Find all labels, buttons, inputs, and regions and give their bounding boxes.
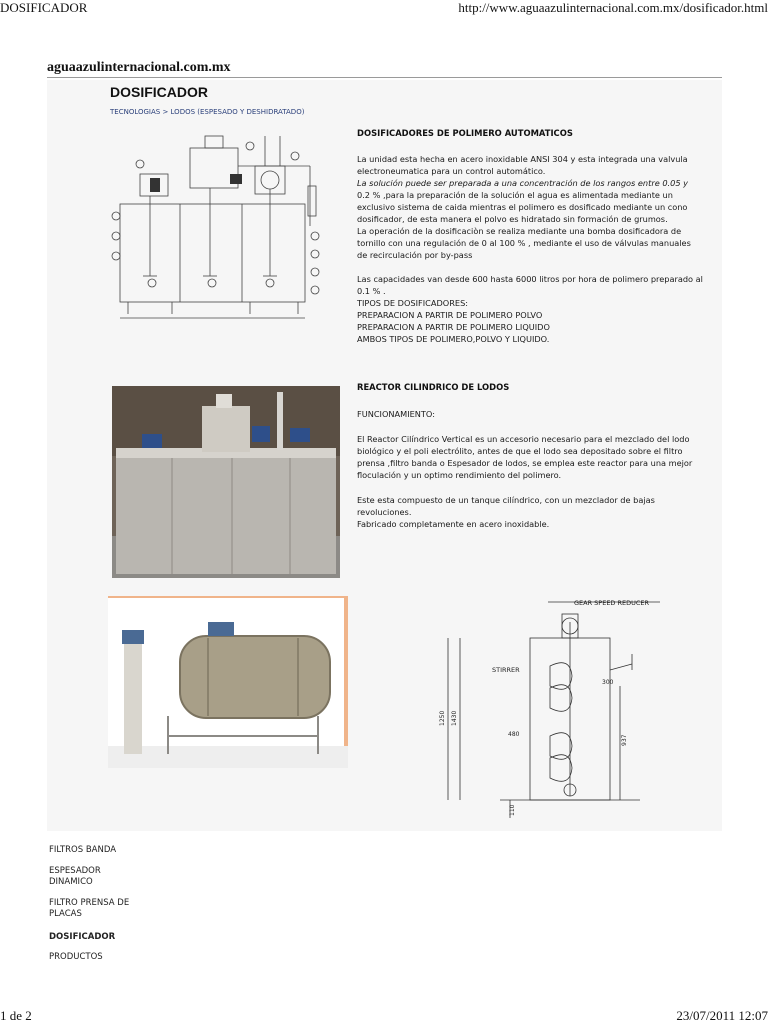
site-name[interactable]: aguaazulinternacional.com.mx [47, 60, 231, 75]
dosifier-photo-art [112, 386, 340, 578]
print-header-url[interactable]: http://www.aguaazulinternacional.com.mx/dosificador.html [458, 0, 768, 15]
reactor-drawing-image [440, 596, 680, 820]
nav-item-label[interactable]: DOSIFICADOR [49, 932, 116, 942]
dimension-label: 300 [602, 679, 614, 686]
dimension-label: 1250 [439, 710, 446, 726]
dosifier-photo [112, 386, 340, 578]
dimension-label: 110 [509, 804, 516, 816]
text-line: 0.2 % ,para la preparación de la solución el agua es alimentada mediante un [357, 190, 673, 200]
text-line: 0.1 % . [357, 286, 386, 296]
text-line: floculación y un optimo rendimiento del polimero. [357, 470, 562, 480]
stirrer-label: STIRRER [492, 666, 520, 674]
gear-speed-reducer-label: GEAR SPEED REDUCER [574, 599, 650, 607]
text-line: Las capacidades van desde 600 hasta 6000 litros por hora de polimero preparado al [357, 274, 703, 284]
text-line: La unidad esta hecha en acero inoxidable ANSI 304 y esta integrada una valvula [357, 154, 688, 164]
text-line: revoluciones. [357, 507, 412, 517]
reactor-photo-art [108, 596, 348, 768]
text-line [357, 261, 722, 273]
text-line: AMBOS TIPOS DE POLIMERO,POLVO Y LIQUIDO. [357, 334, 550, 344]
dimension-label: 937 [621, 734, 628, 746]
nav-item-label[interactable]: FILTRO PRENSA DE PLACAS [49, 898, 130, 919]
nav-item-filtro-prensa[interactable] [49, 898, 141, 920]
text-line: La solución puede ser preparada a una concentración de los rangos entre 0.05 y [357, 178, 689, 188]
page-title: DOSIFICADOR [110, 84, 208, 100]
nav-item-label[interactable]: FILTROS BANDA [49, 845, 117, 855]
dosifier-drawing-image [110, 126, 342, 326]
dimension-label: 1430 [451, 710, 458, 726]
section-heading-reactor: REACTOR CILINDRICO DE LODOS [357, 382, 510, 392]
section-subheading-funcionamiento: FUNCIONAMIENTO: [357, 409, 435, 419]
dosifier-technical-drawing [110, 126, 342, 326]
text-line: Este esta compuesto de un tanque cilíndrico, con un mezclador de bajas [357, 495, 655, 505]
print-footer-page: 1 de 2 [0, 1008, 32, 1023]
nav-item-filtros-banda[interactable] [49, 845, 116, 856]
print-footer-datetime: 23/07/2011 12:07 [676, 1008, 768, 1023]
nav-item-espesador-dinamico[interactable] [49, 866, 119, 888]
text-line: dosificador, de esta manera el polvo es hidratado sin formación de grumos. [357, 214, 668, 224]
text-line: biológico y el poli electrólito, antes de que el lodo sea depositado sobre el filtro [357, 446, 683, 456]
nav-item-label[interactable]: ESPESADOR DINAMICO [49, 866, 101, 887]
nav-item-label[interactable]: PRODUCTOS [49, 952, 103, 962]
dimension-label: 480 [508, 731, 520, 738]
reactor-technical-drawing [440, 596, 680, 820]
text-line: exclusivo sistema de caida mientras el polimero es dosificado mediante un cono [357, 202, 688, 212]
nav-item-productos[interactable] [49, 952, 103, 963]
text-line: PREPARACION A PARTIR DE POLIMERO LIQUIDO [357, 322, 550, 332]
text-line: Fabricado completamente en acero inoxidable. [357, 519, 550, 529]
section-body-reactor-1 [357, 433, 722, 481]
text-line: El Reactor Cilíndrico Vertical es un accesorio necesario para el mezclado del lodo [357, 434, 690, 444]
text-line: TIPOS DE DOSIFICADORES: [357, 298, 469, 308]
reactor-photo [108, 596, 348, 768]
text-line: La operación de la dosificaciòn se realiza mediante una bomba dosificadora de [357, 226, 682, 236]
header-divider [47, 77, 722, 78]
text-line: PREPARACION A PARTIR DE POLIMERO POLVO [357, 310, 543, 320]
text-line: electroneumatica para un control automático. [357, 166, 546, 176]
text-line: tornillo con una regulación de 0 al 100 % , mediante el uso de válvulas manuales [357, 238, 691, 248]
text-line: prensa ,filtro banda o Espesador de lodos, se emplea este reactor para una mejor [357, 458, 693, 468]
section-body-reactor-2 [357, 494, 722, 530]
text-line: de recirculación por by-pass [357, 250, 473, 260]
breadcrumb[interactable]: TECNOLOGIAS > LODOS (ESPESADO Y DESHIDRATADO) [110, 108, 305, 116]
nav-item-dosificador[interactable] [49, 932, 115, 943]
section-body-dosificadores [357, 153, 722, 345]
section-heading-dosificadores: DOSIFICADORES DE POLIMERO AUTOMATICOS [357, 128, 573, 138]
print-header-title: DOSIFICADOR [0, 0, 88, 15]
